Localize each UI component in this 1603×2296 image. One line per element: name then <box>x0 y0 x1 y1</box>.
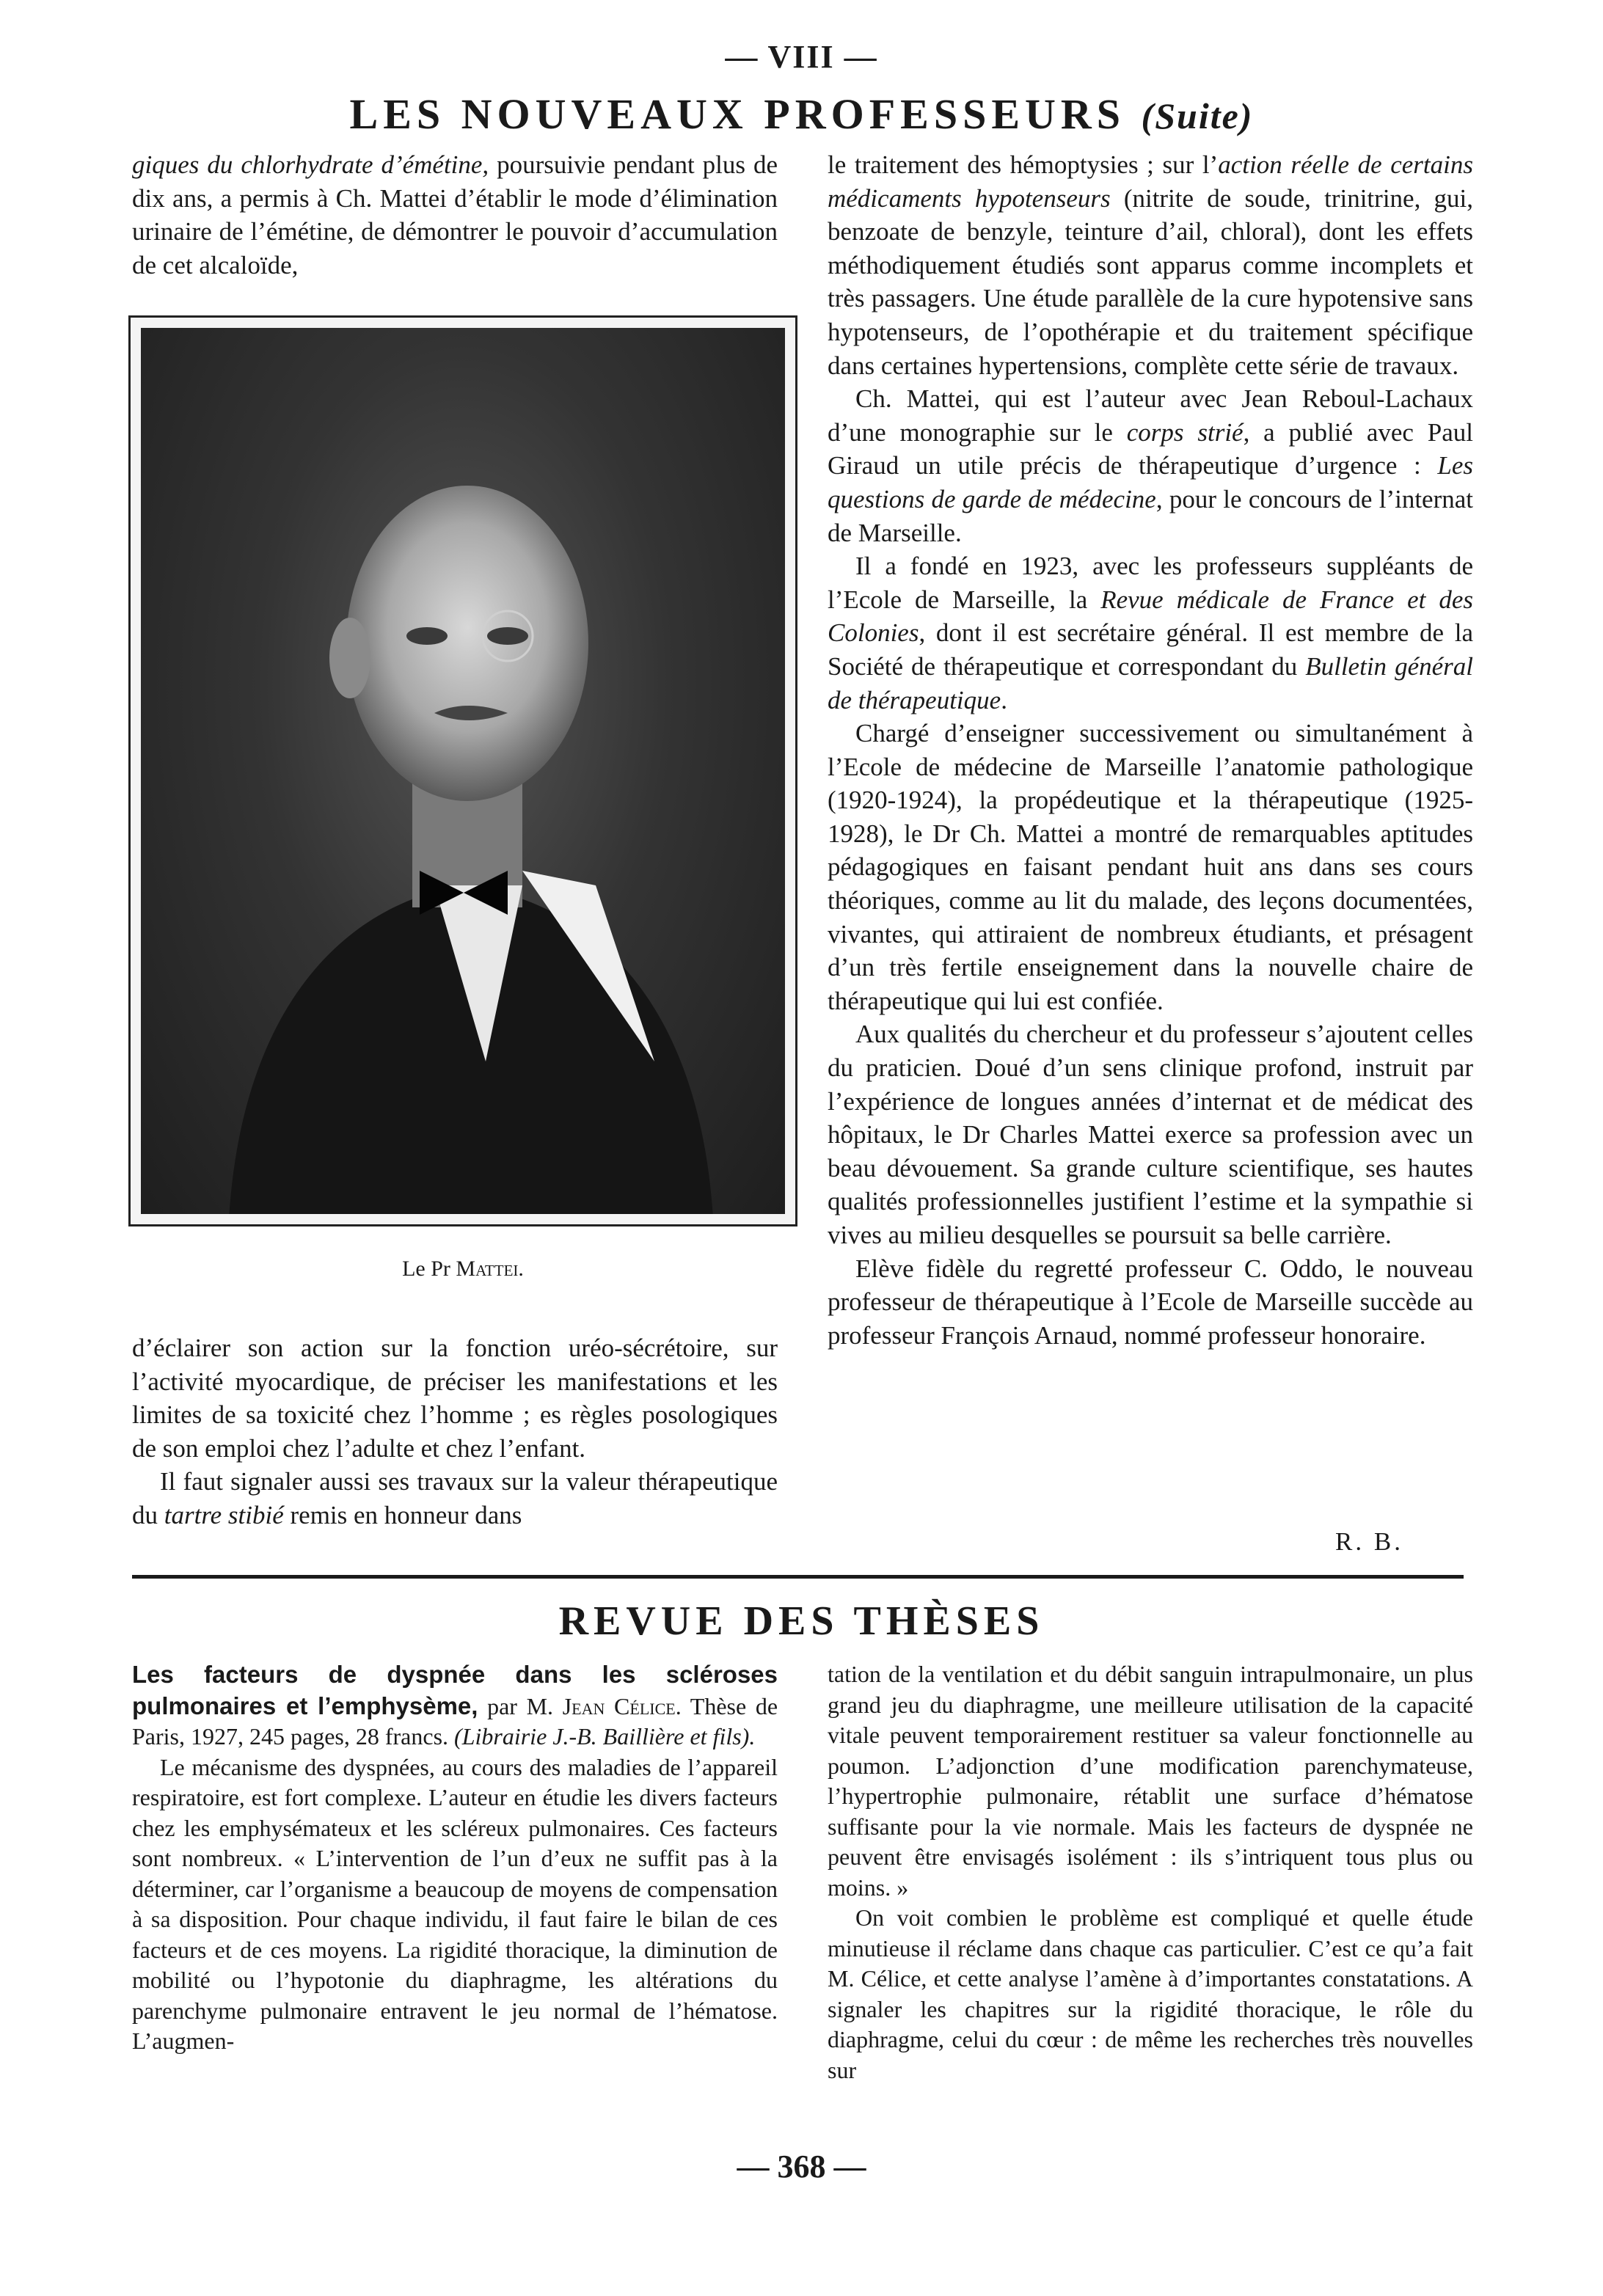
thesis-publisher: (Librairie J.-B. Baillière et fils). <box>454 1723 756 1750</box>
signature: R. B. <box>1335 1527 1403 1556</box>
right-column <box>828 148 1473 1352</box>
paragraph-toxicity: d’éclairer son action sur la fonction uréo-sécrétoire, sur l’activité myocardique, de préciser les manifestations et les limites de sa toxicité chez l’homme ; es règles posologiques de son emploi chez l’adulte et chez l’enfant. <box>132 1334 778 1463</box>
portrait-photo <box>128 315 797 1226</box>
revue-right-body-1: tation de la ventilation et du débit sanguin intrapulmonaire, un plus grand jeu du diaphragme, une meilleure utilisation de la capacité vitale peuvent temporairement restituer sa valeur fonctionnelle au poumon. L’adjonction d’une modification parenchymateuse, l’hypertrophie pulmonaire, rétablit une surface d’hématose suffisante pour la vie normale. Mais les facteurs de dyspnée ne peuvent être envisagés isolément : ils s’intriquent tous plus ou moins. » <box>828 1661 1473 1901</box>
tartre-text: Il faut signaler aussi ses travaux sur la valeur thérapeutique du <box>132 1467 778 1529</box>
caption-name: Mattei. <box>456 1257 524 1281</box>
tartre-italic: tartre stibié <box>164 1500 284 1529</box>
thesis-citation: Les facteurs de dyspnée dans les scléroses pulmonaires et l’emphysème, par M. Jean Célice. Thèse de Paris, 1927, 245 pages, 28 francs. (Librairie J.-B. Baillière et fils). <box>132 1661 778 1750</box>
paragraph-praticien: Aux qualités du chercheur et du professeur s’ajoutent celles du praticien. Doué d’un sens clinique profond, instruit par l’expérience de longues années d’internat et de médicat des hôpitaux, le Dr Charles Mattei exerce sa profession avec un beau dévouement. Sa grande culture scientifique, ses hautes qualités professionnelles justifient l’estime et la sympathie si vives au milieu desquelles se poursuit sa belle carrière. <box>828 1020 1473 1249</box>
page-number: — 368 — <box>737 2149 866 2185</box>
left-column-top <box>132 148 778 282</box>
revue-right-column <box>828 1659 1473 2085</box>
horizontal-rule <box>132 1575 1464 1579</box>
paragraph-enseignement: Chargé d’enseigner successivement ou simultanément à l’Ecole de médecine de Marseille l’anatomie pathologique (1920-1924), la propédeutique et la thérapeutique (1925-1928), le Dr Ch. Mattei a montré de remarquables aptitudes pédagogiques en faisant pendant huit ans dans ses cours théoriques, comme au lit du malade, des leçons documentées, vivantes, qui attiraient de nombreux étudiants, et présagent d’un très fertile enseignement dans la nouvelle chaire de thérapeutique qui lui est confiée. <box>828 719 1473 1015</box>
left-column-bottom <box>132 1331 778 1532</box>
thesis-publication: Thèse de Paris, 1927, 245 pages, 28 francs. <box>132 1692 778 1750</box>
paragraph-revue: Il a fondé en 1923, avec les professeurs suppléants de l’Ecole de Marseille, la Revue médicale de France et des Colonies, dont il est secrétaire général. Il est membre de la Société de thérapeutique et correspondant du Bulletin général de thérapeutique. <box>828 552 1473 714</box>
photo-caption <box>128 1257 797 1282</box>
caption-prefix: Le Pr <box>402 1257 450 1281</box>
italic-lead: giques du chlorhydrate d’émétine, <box>132 150 489 179</box>
section-title-text: LES NOUVEAUX PROFESSEURS <box>349 90 1126 138</box>
paragraph-hemoptysies: le traitement des hémoptysies ; sur l’action réelle de certains médicaments hypotenseurs (nitrite de soude, trinitrine, gui, benzoate de benzyle, teinture d’ail, chloral), dont les effets méthodiquement étudiés sont apparus comme incomplets et très passagers. Une étude parallèle de la cure hypotensive sans hypotenseurs, de l’opothérapie et du traitement spécifique dans certaines hypertensions, complète cette série de travaux. <box>828 150 1473 380</box>
paragraph-oddo: Elève fidèle du regretté professeur C. Oddo, le nouveau professeur de thérapeutique à l’Ecole de Marseille succède au professeur François Arnaud, nommé professeur honoraire. <box>828 1254 1473 1350</box>
section-title-suffix: (Suite) <box>1141 95 1254 136</box>
revue-left-column <box>132 1659 778 2057</box>
revue-left-body: Le mécanisme des dyspnées, au cours des maladies de l’appareil respiratoire, est fort complexe. L’auteur en étudie les divers facteurs chez les emphysémateux et les scléreux pulmonaires. Ces facteurs sont nombreux. « L’intervention de l’un d’eux ne suffit pas à la déterminer, car l’organisme a beaucoup de moyens de compensation à sa disposition. Pour chaque individu, il faut faire le bilan de ces facteurs et de ces moyens. La rigidité thoracique, la diminution de mobilité ou l’hypotonie du diaphragme, les altérations du parenchyme pulmonaire entravent le jeu normal de l’hématose. L’augmen- <box>132 1753 778 2054</box>
revue-right-body-2: On voit combien le problème est compliqué et quelle étude minutieuse il réclame dans chaque cas particulier. C’est ce qu’a fait M. Célice, et cette analyse l’amène à d’importantes constatations. A signaler les chapitres sur la rigidité thoracique, le rôle du diaphragme, celui du cœur : de même les recherches très nouvelles sur <box>828 1904 1473 2083</box>
thesis-title: Les facteurs de dyspnée dans les scléroses pulmonaires et l’emphysème, <box>132 1661 778 1719</box>
section-title <box>0 89 1603 139</box>
paragraph-text: poursuivie pendant plus de dix ans, a permis à Ch. Mattei d’établir le mode d’élimination urinaire de l’émétine, de démontrer le pouvoir d’accumulation de cet alcaloïde, <box>132 150 778 279</box>
portrait-image <box>141 328 785 1214</box>
page-roman-numeral: — VIII — <box>725 39 878 75</box>
paragraph-tartre <box>132 1465 778 1532</box>
paragraph-monographie: Ch. Mattei, qui est l’auteur avec Jean Reboul-Lachaux d’une monographie sur le corps strié, a publié avec Paul Giraud un utile précis de thérapeutique d’urgence : Les questions de garde de médecine, pour le concours de l’internat de Marseille. <box>828 384 1474 547</box>
thesis-author: Jean Célice. <box>562 1692 682 1719</box>
revue-title: REVUE DES THÈSES <box>558 1598 1045 1644</box>
tartre-text-end: remis en honneur dans <box>290 1500 522 1529</box>
